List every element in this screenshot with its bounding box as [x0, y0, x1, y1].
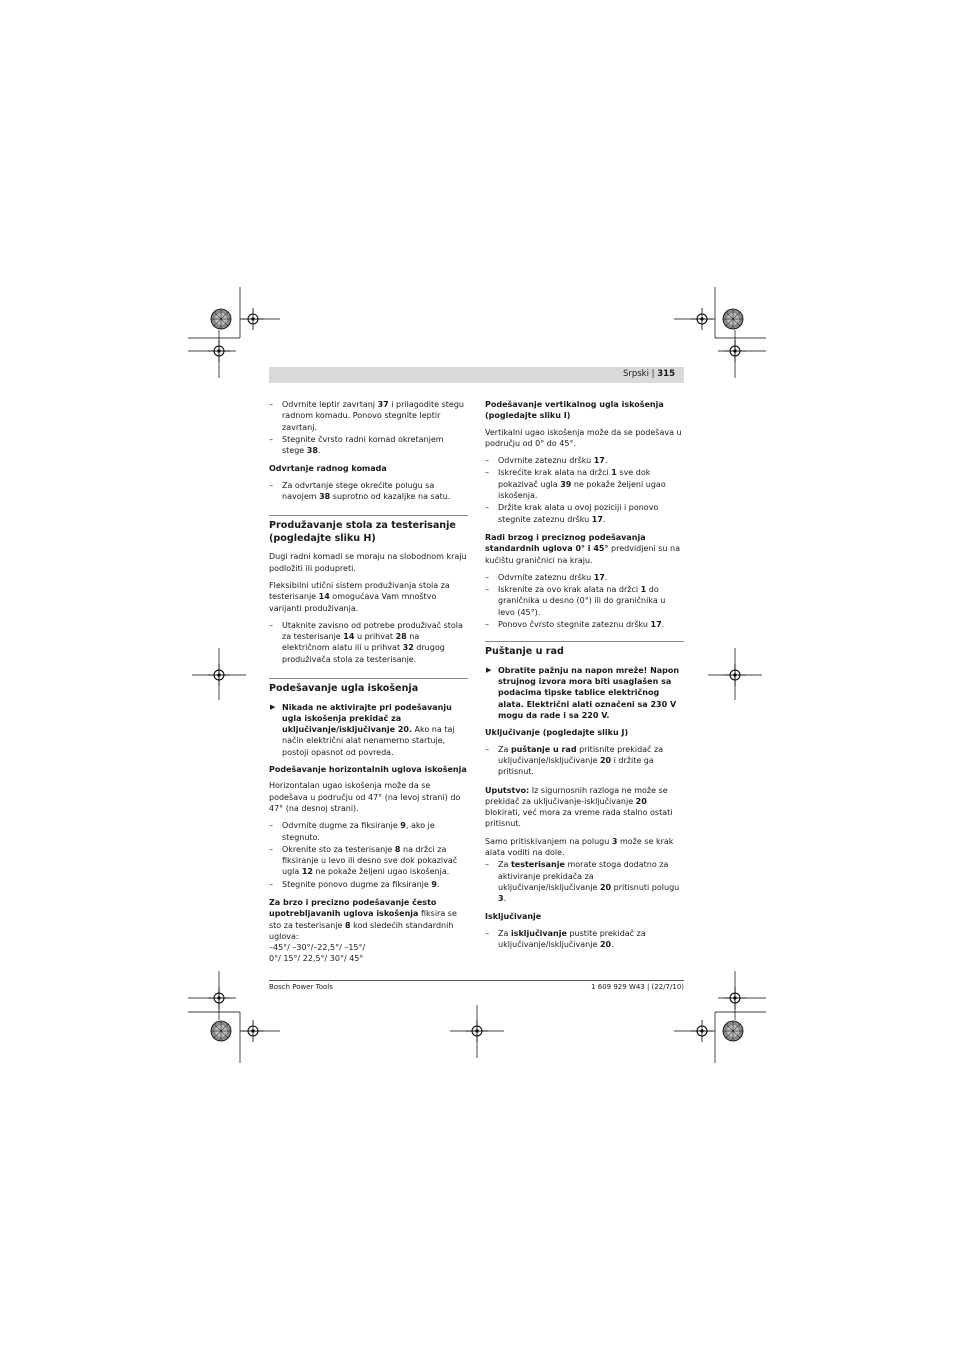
- left-column: [269, 399, 468, 965]
- angle-list-line: 0°/ 15°/ 22,5°/ 30°/ 45°: [269, 954, 364, 964]
- list-item: – Za testerisanje morate stoga dodatno za aktiviranje prekidača za uključivanje/isključivanje 20 pritisnuti polugu 3.: [485, 860, 680, 904]
- footer-brand: Bosch Power Tools: [269, 983, 333, 991]
- warning-item: ▶ Nikada ne aktivirajte pri podešavanju ugla iskošenja prekidač za uključivanje/isključivanje 20. Ako na taj način električni alat nenamerno startuje, postoji opasnot od povreda.: [270, 702, 455, 757]
- right-column: [485, 399, 684, 951]
- paragraph: Radi brzog i preciznog podešavanja standardnih uglova 0° i 45° predvidjeni su na kućištu graničnici na kraju.: [485, 532, 680, 565]
- angle-list-line: –45°/ –30°/–22,5°/ –15°/: [269, 943, 366, 953]
- list-item: – Za odvrtanje stege okrećite polugu sa navojem 38 suprotno od kazaljke na satu.: [269, 480, 451, 502]
- list-item: – Iskrećite krak alata na držci 1 sve dok pokazivač ugla 39 ne pokaže željeni ugao iskošenja.: [485, 468, 666, 501]
- list-item: – Odvrnite leptir zavrtanj 37 i prilagodite stegu radnom komadu. Ponovo stegnite leptir zavrtanj.: [269, 400, 464, 432]
- heading-start-up: Puštanje u rad: [485, 641, 684, 659]
- header-language: Srpski: [622, 369, 649, 379]
- paragraph: Dugi radni komadi se moraju na slobodnom kraju podložiti ili podupreti.: [269, 552, 467, 573]
- subheading-switch-on: Uključivanje (pogledajte sliku J): [485, 728, 629, 738]
- list-item: – Odvrnite zateznu dršku 17.: [485, 456, 608, 466]
- list-item: – Odvrnite dugme za fiksiranje 9, ako je stegnuto.: [269, 821, 435, 842]
- list-item: – Odvrnite zateznu dršku 17.: [485, 572, 608, 582]
- list-item: – Za isključivanje pustite prekidač za uključivanje/isključivanje 20.: [485, 928, 646, 950]
- subheading-switch-off: Isključivanje: [485, 912, 542, 922]
- footer-divider: [269, 980, 684, 981]
- list-item: – Stegnite čvrsto radni komad okretanjem stege 38.: [269, 434, 444, 456]
- warning-item: ▶ Obratite pažnju na napon mreže! Napon strujnog izvora mora biti usaglašen sa podacima tipske tablice električnog alata. Električni alati označeni sa 230 V mogu da rade i sa 220 V.: [486, 665, 680, 721]
- list-item: – Okrenite sto za testerisanje 8 na držci za fiksiranje u levo ili desno sve dok pokazivač ugla 12 ne pokaže željeni ugao iskošenja.: [269, 844, 458, 877]
- list-item: – Ponovo čvrsto stegnite zateznu dršku 17.: [485, 620, 665, 630]
- arrow-bullet-icon: ▶: [486, 665, 492, 674]
- list-item: – Iskrenite za ovo krak alata na držci 1 do graničnika u desno (0°) ili do graničnika u levo (45°).: [485, 585, 666, 617]
- subheading-release-workpiece: Odvrtanje radnog komada: [269, 464, 387, 474]
- paragraph: Uputstvo: Iz sigurnosnih razloga ne može se prekidač za uključivanje-isključivanje 20 blokirati, već mora za vreme rada stalno ostati pritisnut.: [485, 785, 673, 829]
- paragraph: Vertikalni ugao iskošenja može da se podešava u području od 0° do 45°.: [485, 427, 682, 448]
- list-item: – Za puštanje u rad pritisnite prekidač za uključivanje/isključivanje 20 i držite ga pritisnut.: [485, 744, 664, 777]
- paragraph: Samo pritiskivanjem na polugu 3 može se krak alata voditi na dole.: [485, 836, 674, 857]
- paragraph: Fleksibilni utični sistem produživanja stola za testerisanje 14 omogućava Vam mnoštvo varijanti produživanja.: [269, 580, 450, 613]
- page-header-bar: [269, 367, 684, 383]
- heading-bevel-angle: Podešavanje ugla iskošenja: [269, 678, 468, 696]
- heading-table-extension: Produžavanje stola za testerisanje (pogledajte sliku H): [269, 515, 468, 545]
- page-number: 315: [657, 369, 675, 379]
- page-header: Srpski | 315: [622, 369, 675, 379]
- subheading-horizontal-angles: Podešavanje horizontalnih uglova iskošenja: [269, 765, 467, 775]
- arrow-bullet-icon: ▶: [270, 702, 276, 711]
- paragraph: Za brzo i precizno podešavanje često upotrebljavanih uglova iskošenja fiksira se sto za testerisanje 8 kod sledećih standardnih uglova:: [269, 898, 457, 941]
- list-item: – Stegnite ponovo dugme za fiksiranje 9.: [269, 879, 440, 889]
- list-item: – Držite krak alata u ovoj poziciji i ponovo stegnite zateznu dršku 17.: [485, 503, 659, 524]
- footer-doc-id: 1 609 929 W43 | (22/7/10): [591, 983, 684, 991]
- paragraph: Horizontalan ugao iskošenja može da se podešava u području od 47° (na levoj strani) do 47° (na desnoj strani).: [269, 781, 461, 813]
- subheading-vertical-angle: Podešavanje vertikalnog ugla iskošenja (pogledajte sliku I): [485, 400, 664, 421]
- list-item: – Utaknite zavisno od potrebe produživač stola za testerisanje 14 u prihvat 28 na električnom alatu ili u prihvat 32 drugog produživača stola za testerisanje.: [269, 620, 463, 664]
